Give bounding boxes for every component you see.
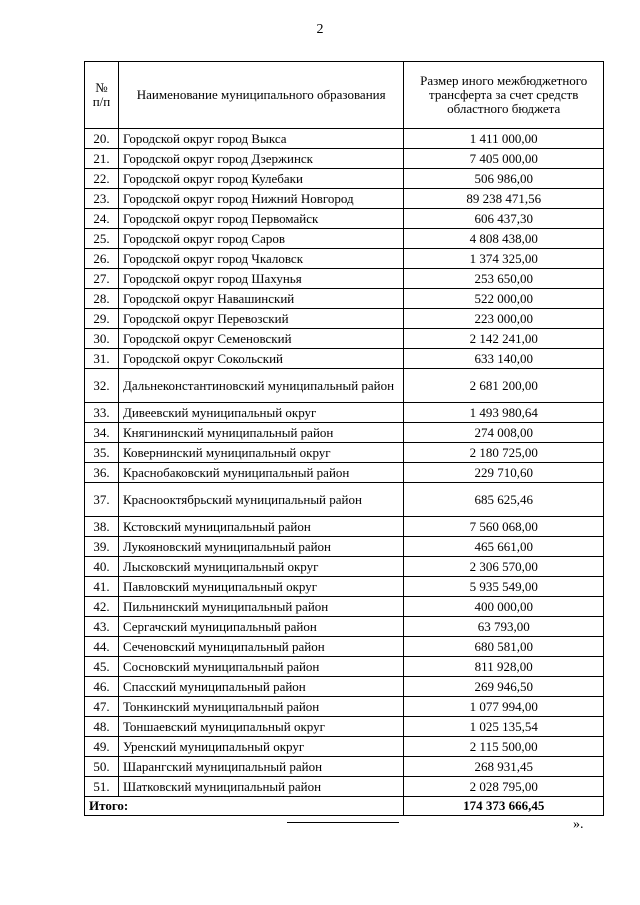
row-amount: 223 000,00 (404, 309, 604, 329)
row-amount: 2 115 500,00 (404, 737, 604, 757)
row-amount: 1 025 135,54 (404, 717, 604, 737)
row-number: 33. (85, 403, 119, 423)
row-number: 32. (85, 369, 119, 403)
row-number: 45. (85, 657, 119, 677)
row-name: Городской округ Семеновский (118, 329, 403, 349)
table-row (85, 169, 604, 189)
row-name: Тонкинский муниципальный район (118, 697, 403, 717)
row-amount: 685 625,46 (404, 483, 604, 517)
table-row (85, 637, 604, 657)
row-number: 23. (85, 189, 119, 209)
row-amount: 7 560 068,00 (404, 517, 604, 537)
row-name: Городской округ город Шахунья (118, 269, 403, 289)
row-name: Городской округ город Дзержинск (118, 149, 403, 169)
row-amount: 2 681 200,00 (404, 369, 604, 403)
row-number: 41. (85, 577, 119, 597)
table-row (85, 697, 604, 717)
row-number: 25. (85, 229, 119, 249)
row-amount: 2 180 725,00 (404, 443, 604, 463)
transfers-table (84, 61, 604, 816)
row-name: Ковернинский муниципальный округ (118, 443, 403, 463)
row-name: Спасский муниципальный район (118, 677, 403, 697)
row-number: 37. (85, 483, 119, 517)
table-header-row (85, 62, 604, 129)
header-number: № п/п (85, 62, 119, 129)
row-amount: 229 710,60 (404, 463, 604, 483)
row-name: Шатковский муниципальный район (118, 777, 403, 797)
row-name: Краснооктябрьский муниципальный район (118, 483, 403, 517)
row-name: Городской округ город Кулебаки (118, 169, 403, 189)
row-amount: 1 493 980,64 (404, 403, 604, 423)
table-row (85, 483, 604, 517)
row-name: Пильнинский муниципальный район (118, 597, 403, 617)
row-number: 22. (85, 169, 119, 189)
table-row (85, 129, 604, 149)
row-amount: 680 581,00 (404, 637, 604, 657)
row-amount: 400 000,00 (404, 597, 604, 617)
row-number: 24. (85, 209, 119, 229)
row-name: Городской округ Сокольский (118, 349, 403, 369)
row-number: 44. (85, 637, 119, 657)
row-number: 48. (85, 717, 119, 737)
row-number: 20. (85, 129, 119, 149)
row-number: 47. (85, 697, 119, 717)
table-row (85, 717, 604, 737)
table-row (85, 777, 604, 797)
row-amount: 506 986,00 (404, 169, 604, 189)
table-row (85, 269, 604, 289)
row-number: 40. (85, 557, 119, 577)
table-row (85, 189, 604, 209)
row-number: 46. (85, 677, 119, 697)
row-number: 36. (85, 463, 119, 483)
row-number: 50. (85, 757, 119, 777)
table-row (85, 209, 604, 229)
row-name: Павловский муниципальный округ (118, 577, 403, 597)
row-name: Шарангский муниципальный район (118, 757, 403, 777)
row-number: 29. (85, 309, 119, 329)
row-amount: 63 793,00 (404, 617, 604, 637)
row-name: Дальнеконстантиновский муниципальный район (118, 369, 403, 403)
row-name: Городской округ город Чкаловск (118, 249, 403, 269)
row-amount: 633 140,00 (404, 349, 604, 369)
row-amount: 2 142 241,00 (404, 329, 604, 349)
page-number: 2 (316, 22, 324, 37)
row-name: Княгининский муниципальный район (118, 423, 403, 443)
row-name: Тоншаевский муниципальный округ (118, 717, 403, 737)
header-amount: Размер иного межбюджетного трансферта за счет средств областного бюджета (404, 62, 604, 129)
table-row (85, 537, 604, 557)
table-row (85, 557, 604, 577)
table-row (85, 249, 604, 269)
row-name: Городской округ город Нижний Новгород (118, 189, 403, 209)
row-amount: 2 028 795,00 (404, 777, 604, 797)
row-number: 28. (85, 289, 119, 309)
row-name: Лукояновский муниципальный район (118, 537, 403, 557)
row-number: 51. (85, 777, 119, 797)
row-amount: 1 077 994,00 (404, 697, 604, 717)
row-number: 42. (85, 597, 119, 617)
header-name: Наименование муниципального образования (118, 62, 403, 129)
row-number: 30. (85, 329, 119, 349)
row-name: Городской округ город Первомайск (118, 209, 403, 229)
table-row (85, 309, 604, 329)
table-row (85, 463, 604, 483)
table-row (85, 369, 604, 403)
total-amount: 174 373 666,45 (404, 797, 604, 816)
table-body (85, 129, 604, 797)
row-amount: 89 238 471,56 (404, 189, 604, 209)
row-number: 21. (85, 149, 119, 169)
row-amount: 274 008,00 (404, 423, 604, 443)
row-number: 31. (85, 349, 119, 369)
row-number: 43. (85, 617, 119, 637)
row-name: Городской округ город Выкса (118, 129, 403, 149)
table-row (85, 577, 604, 597)
row-amount: 5 935 549,00 (404, 577, 604, 597)
row-name: Городской округ город Саров (118, 229, 403, 249)
table-row (85, 517, 604, 537)
row-amount: 268 931,45 (404, 757, 604, 777)
table-row (85, 403, 604, 423)
row-name: Сеченовский муниципальный район (118, 637, 403, 657)
row-name: Лысковский муниципальный округ (118, 557, 403, 577)
row-amount: 4 808 438,00 (404, 229, 604, 249)
total-row (85, 797, 604, 816)
table-row (85, 349, 604, 369)
row-amount: 2 306 570,00 (404, 557, 604, 577)
row-amount: 1 374 325,00 (404, 249, 604, 269)
row-number: 34. (85, 423, 119, 443)
total-label: Итого: (85, 797, 404, 816)
row-name: Кстовский муниципальный район (118, 517, 403, 537)
row-amount: 1 411 000,00 (404, 129, 604, 149)
row-amount: 606 437,30 (404, 209, 604, 229)
row-name: Дивеевский муниципальный округ (118, 403, 403, 423)
table-row (85, 229, 604, 249)
table-row (85, 617, 604, 637)
table-row (85, 757, 604, 777)
table-row (85, 149, 604, 169)
table-row (85, 289, 604, 309)
row-amount: 522 000,00 (404, 289, 604, 309)
closing-quote: ». (573, 817, 584, 832)
table-row (85, 597, 604, 617)
row-name: Краснобаковский муниципальный район (118, 463, 403, 483)
row-number: 27. (85, 269, 119, 289)
row-amount: 269 946,50 (404, 677, 604, 697)
table-row (85, 737, 604, 757)
row-number: 39. (85, 537, 119, 557)
row-name: Сергачский муниципальный район (118, 617, 403, 637)
table-row (85, 443, 604, 463)
row-name: Уренский муниципальный округ (118, 737, 403, 757)
row-amount: 253 650,00 (404, 269, 604, 289)
row-number: 26. (85, 249, 119, 269)
row-name: Городской округ Навашинский (118, 289, 403, 309)
table-row (85, 657, 604, 677)
table-row (85, 677, 604, 697)
end-separator-line (287, 822, 399, 823)
row-amount: 811 928,00 (404, 657, 604, 677)
row-amount: 7 405 000,00 (404, 149, 604, 169)
row-name: Городской округ Перевозский (118, 309, 403, 329)
row-amount: 465 661,00 (404, 537, 604, 557)
row-number: 49. (85, 737, 119, 757)
table-row (85, 423, 604, 443)
table-row (85, 329, 604, 349)
row-name: Сосновский муниципальный район (118, 657, 403, 677)
row-number: 38. (85, 517, 119, 537)
row-number: 35. (85, 443, 119, 463)
